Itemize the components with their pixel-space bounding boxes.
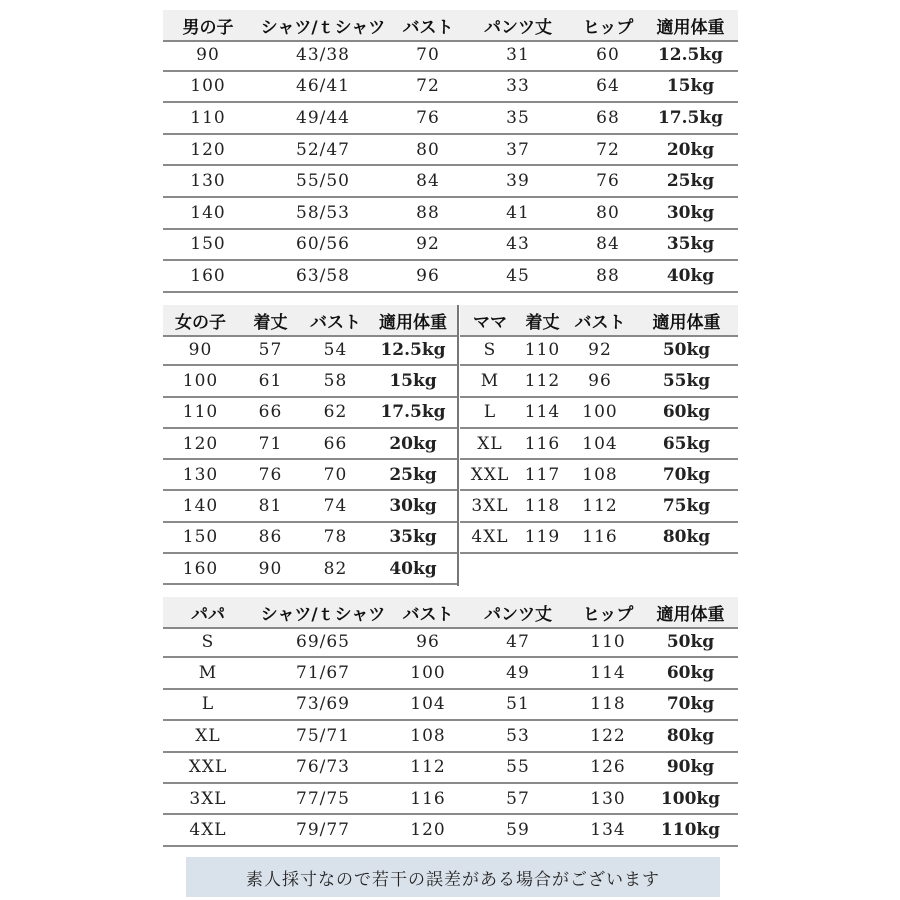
table-cell: XXL bbox=[188, 757, 228, 778]
table-cell: 4XL bbox=[471, 527, 509, 548]
table-cell: 104 bbox=[582, 433, 618, 454]
column-header: 適用体重 bbox=[656, 17, 725, 38]
table-cell: 30kg bbox=[666, 202, 715, 223]
table-cell: 160 bbox=[190, 265, 226, 286]
table-cell: 104 bbox=[410, 694, 446, 715]
table-cell: 49 bbox=[506, 663, 530, 684]
table-cell: 63/58 bbox=[296, 265, 350, 286]
table-cell: 80 bbox=[596, 202, 620, 223]
table-cell: 96 bbox=[416, 631, 440, 652]
table-cell: 122 bbox=[590, 725, 626, 746]
table-cell: 35kg bbox=[389, 527, 437, 548]
table-cell: 68 bbox=[596, 107, 620, 128]
table-cell: 96 bbox=[416, 265, 440, 286]
table-cell: 70 bbox=[416, 44, 440, 65]
table-cell: 80kg bbox=[666, 725, 715, 746]
table-cell: 112 bbox=[582, 496, 618, 517]
table-cell: 110kg bbox=[660, 820, 721, 841]
table-cell: 43/38 bbox=[296, 44, 350, 65]
table-cell: 60kg bbox=[666, 663, 715, 684]
girls-header-row bbox=[163, 305, 458, 337]
boys-size-table bbox=[163, 10, 738, 294]
table-cell: 100 bbox=[582, 402, 618, 423]
table-cell: S bbox=[201, 631, 215, 652]
table-cell: 90 bbox=[196, 44, 220, 65]
table-cell: 120 bbox=[410, 820, 446, 841]
table-row bbox=[460, 523, 738, 554]
table-cell: 61 bbox=[258, 370, 283, 391]
table-cell: 77/75 bbox=[296, 788, 350, 809]
table-cell: 79/77 bbox=[296, 820, 350, 841]
table-divider bbox=[457, 305, 459, 586]
column-header: バスト bbox=[402, 17, 454, 38]
table-cell: 114 bbox=[524, 402, 561, 423]
table-cell: 130 bbox=[182, 464, 219, 485]
column-header: ヒップ bbox=[582, 17, 634, 38]
table-row bbox=[460, 429, 738, 460]
table-row bbox=[163, 554, 458, 585]
table-cell: 100 bbox=[182, 370, 219, 391]
table-cell: 134 bbox=[590, 820, 626, 841]
table-row bbox=[460, 492, 738, 523]
table-cell: 120 bbox=[190, 139, 226, 160]
table-row bbox=[460, 335, 738, 366]
table-cell: 126 bbox=[590, 757, 626, 778]
table-cell: 117 bbox=[524, 464, 561, 485]
table-row bbox=[163, 72, 738, 104]
table-row bbox=[163, 335, 458, 366]
table-row bbox=[163, 460, 458, 491]
table-cell: 118 bbox=[590, 694, 626, 715]
table-cell: 55 bbox=[506, 757, 530, 778]
column-header: パパ bbox=[191, 604, 225, 625]
table-row bbox=[163, 429, 458, 460]
table-row bbox=[163, 492, 458, 523]
table-cell: 46/41 bbox=[296, 76, 350, 97]
table-row bbox=[163, 40, 738, 72]
table-cell: 50kg bbox=[662, 339, 711, 360]
table-cell: 70kg bbox=[666, 694, 715, 715]
table-cell: 92 bbox=[588, 339, 612, 360]
papa-size-table bbox=[163, 597, 738, 847]
table-cell: 150 bbox=[182, 527, 219, 548]
table-row bbox=[163, 135, 738, 167]
table-cell: L bbox=[201, 694, 215, 715]
table-cell: 140 bbox=[190, 202, 226, 223]
table-cell: 12.5kg bbox=[657, 44, 724, 65]
table-cell: 62 bbox=[323, 402, 348, 423]
table-row bbox=[163, 523, 458, 554]
table-cell: 76 bbox=[596, 171, 620, 192]
column-header: 着丈 bbox=[525, 312, 560, 333]
table-cell: 100 bbox=[190, 76, 226, 97]
table-cell: 15kg bbox=[666, 76, 715, 97]
column-header: 適用体重 bbox=[379, 312, 447, 333]
column-header: 適用体重 bbox=[652, 312, 721, 333]
table-cell: M bbox=[480, 370, 500, 391]
table-cell: 25kg bbox=[666, 171, 715, 192]
girls-size-table bbox=[163, 305, 458, 586]
column-header: 着丈 bbox=[253, 312, 288, 333]
table-cell: 160 bbox=[182, 558, 219, 579]
table-cell: 108 bbox=[410, 725, 446, 746]
table-cell: 70kg bbox=[662, 464, 711, 485]
table-cell: 108 bbox=[582, 464, 618, 485]
table-cell: 130 bbox=[590, 788, 626, 809]
table-cell: 100 bbox=[410, 663, 446, 684]
table-row bbox=[163, 690, 738, 721]
table-row bbox=[163, 753, 738, 784]
table-cell: 116 bbox=[410, 788, 446, 809]
table-cell: 3XL bbox=[471, 496, 509, 517]
table-cell: 50kg bbox=[666, 631, 715, 652]
table-cell: XL bbox=[195, 725, 221, 746]
table-cell: 58/53 bbox=[296, 202, 350, 223]
table-row bbox=[460, 366, 738, 397]
table-cell: 71/67 bbox=[296, 663, 350, 684]
column-header: ヒップ bbox=[582, 604, 634, 625]
table-cell: 58 bbox=[323, 370, 348, 391]
table-cell: 88 bbox=[596, 265, 620, 286]
table-cell: 116 bbox=[524, 433, 561, 454]
table-cell: 75/71 bbox=[296, 725, 350, 746]
column-header: ママ bbox=[473, 312, 507, 333]
table-cell: 45 bbox=[506, 265, 530, 286]
table-cell: 120 bbox=[182, 433, 219, 454]
papa-header-row bbox=[163, 597, 738, 629]
table-row bbox=[163, 627, 738, 658]
table-cell: 72 bbox=[416, 76, 440, 97]
table-cell: 76/73 bbox=[296, 757, 350, 778]
column-header: パンツ丈 bbox=[484, 604, 552, 625]
table-row bbox=[163, 398, 458, 429]
table-cell: 55/50 bbox=[296, 171, 350, 192]
table-cell: 119 bbox=[524, 527, 561, 548]
table-cell: 110 bbox=[524, 339, 561, 360]
table-cell: XL bbox=[477, 433, 503, 454]
measurement-note: 素人採寸なので若干の誤差がある場合がございます bbox=[186, 857, 720, 897]
table-cell: 80kg bbox=[662, 527, 711, 548]
table-cell: 66 bbox=[258, 402, 283, 423]
table-row bbox=[460, 398, 738, 429]
column-header: バスト bbox=[402, 604, 454, 625]
table-cell: 12.5kg bbox=[380, 339, 446, 360]
table-cell: 54 bbox=[323, 339, 348, 360]
table-cell: 59 bbox=[506, 820, 530, 841]
mama-header-row bbox=[460, 305, 738, 337]
table-cell: 20kg bbox=[666, 139, 715, 160]
table-cell: 110 bbox=[190, 107, 226, 128]
table-cell: 52/47 bbox=[296, 139, 350, 160]
table-cell: 70 bbox=[323, 464, 348, 485]
table-cell: 40kg bbox=[666, 265, 715, 286]
table-row bbox=[163, 103, 738, 135]
table-cell: 100kg bbox=[660, 788, 721, 809]
table-cell: 75kg bbox=[662, 496, 711, 517]
table-cell: 37 bbox=[506, 139, 530, 160]
table-cell: 76 bbox=[416, 107, 440, 128]
table-cell: 112 bbox=[524, 370, 561, 391]
table-cell: 31 bbox=[506, 44, 530, 65]
table-cell: 73/69 bbox=[296, 694, 350, 715]
table-cell: 40kg bbox=[389, 558, 437, 579]
table-cell: 72 bbox=[596, 139, 620, 160]
table-cell: 112 bbox=[410, 757, 446, 778]
table-cell: S bbox=[483, 339, 497, 360]
table-cell: 130 bbox=[190, 171, 226, 192]
table-row bbox=[163, 230, 738, 262]
table-cell: 57 bbox=[258, 339, 283, 360]
table-cell: 60/56 bbox=[296, 234, 350, 255]
table-row bbox=[163, 166, 738, 198]
table-cell: 90 bbox=[188, 339, 213, 360]
table-cell: 47 bbox=[506, 631, 530, 652]
table-cell: 25kg bbox=[389, 464, 437, 485]
table-row bbox=[163, 366, 458, 397]
boys-header-row bbox=[163, 10, 738, 42]
table-cell: 60 bbox=[596, 44, 620, 65]
table-cell: 66 bbox=[323, 433, 348, 454]
table-cell: 3XL bbox=[189, 788, 227, 809]
table-cell: 41 bbox=[506, 202, 530, 223]
table-cell: 86 bbox=[258, 527, 283, 548]
table-row bbox=[163, 784, 738, 815]
table-cell: 140 bbox=[182, 496, 219, 517]
table-cell: 15kg bbox=[389, 370, 437, 391]
table-cell: 150 bbox=[190, 234, 226, 255]
column-header: 男の子 bbox=[182, 17, 234, 38]
column-header: シャツ/ｔシャツ bbox=[260, 604, 386, 625]
table-cell: 51 bbox=[506, 694, 530, 715]
table-cell: 30kg bbox=[389, 496, 437, 517]
column-header: シャツ/ｔシャツ bbox=[260, 17, 386, 38]
table-cell: 65kg bbox=[662, 433, 711, 454]
table-cell: 90 bbox=[258, 558, 283, 579]
table-cell: 39 bbox=[506, 171, 530, 192]
table-cell: 88 bbox=[416, 202, 440, 223]
table-cell: 90kg bbox=[666, 757, 715, 778]
column-header: パンツ丈 bbox=[484, 17, 552, 38]
table-cell: 76 bbox=[258, 464, 283, 485]
table-row bbox=[163, 658, 738, 689]
column-header: 適用体重 bbox=[656, 604, 725, 625]
table-row bbox=[163, 815, 738, 846]
table-row bbox=[163, 261, 738, 293]
table-cell: 43 bbox=[506, 234, 530, 255]
mama-size-table bbox=[460, 305, 738, 553]
table-cell: 53 bbox=[506, 725, 530, 746]
table-cell: 35kg bbox=[666, 234, 715, 255]
table-cell: 92 bbox=[416, 234, 440, 255]
table-cell: L bbox=[483, 402, 497, 423]
table-cell: XXL bbox=[470, 464, 510, 485]
column-header: 女の子 bbox=[175, 312, 226, 333]
table-cell: 78 bbox=[323, 527, 348, 548]
table-cell: 80 bbox=[416, 139, 440, 160]
table-row bbox=[163, 721, 738, 752]
table-cell: 60kg bbox=[662, 402, 711, 423]
table-cell: M bbox=[198, 663, 218, 684]
column-header: バスト bbox=[574, 312, 626, 333]
table-cell: 49/44 bbox=[296, 107, 350, 128]
table-cell: 110 bbox=[590, 631, 626, 652]
table-cell: 64 bbox=[596, 76, 620, 97]
table-cell: 20kg bbox=[389, 433, 437, 454]
table-cell: 81 bbox=[258, 496, 283, 517]
table-cell: 4XL bbox=[189, 820, 227, 841]
table-cell: 17.5kg bbox=[380, 402, 446, 423]
table-cell: 57 bbox=[506, 788, 530, 809]
table-cell: 116 bbox=[582, 527, 618, 548]
table-cell: 35 bbox=[506, 107, 530, 128]
table-cell: 74 bbox=[323, 496, 348, 517]
table-cell: 33 bbox=[506, 76, 530, 97]
column-header: バスト bbox=[310, 312, 361, 333]
table-cell: 118 bbox=[524, 496, 561, 517]
table-cell: 110 bbox=[182, 402, 219, 423]
table-row bbox=[163, 198, 738, 230]
table-cell: 114 bbox=[590, 663, 626, 684]
table-row bbox=[460, 460, 738, 491]
table-cell: 82 bbox=[323, 558, 348, 579]
table-cell: 69/65 bbox=[296, 631, 350, 652]
table-cell: 96 bbox=[588, 370, 612, 391]
table-cell: 17.5kg bbox=[657, 107, 724, 128]
table-cell: 84 bbox=[416, 171, 440, 192]
table-cell: 71 bbox=[258, 433, 283, 454]
table-cell: 84 bbox=[596, 234, 620, 255]
table-cell: 55kg bbox=[662, 370, 711, 391]
